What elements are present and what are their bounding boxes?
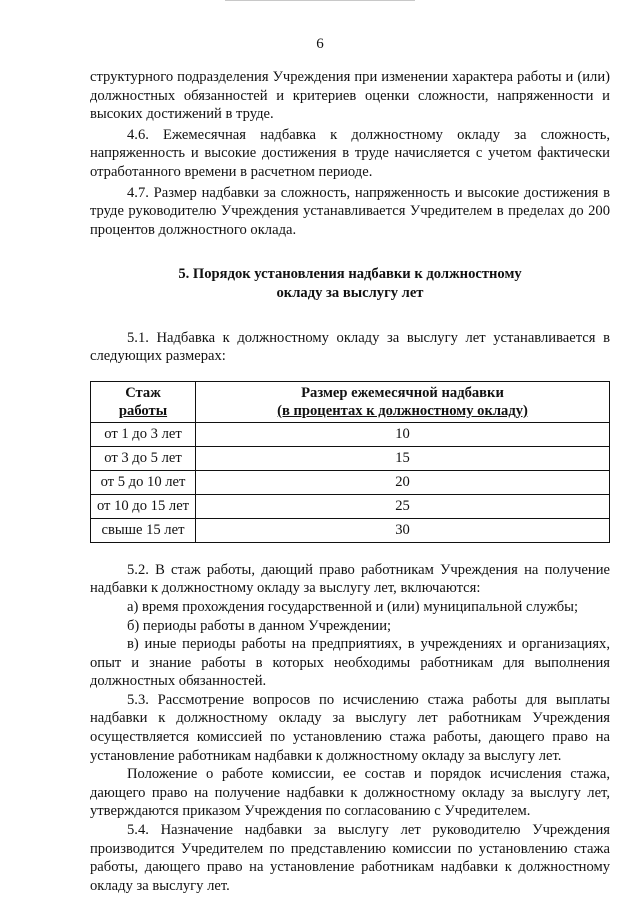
list-item-b: б) периоды работы в данном Учреждении; bbox=[127, 617, 392, 634]
paragraph-4-6: 4.6. Ежемесячная надбавка к должностному окладу за сложность, напряженность и высокие достижения в труде начисляется с учетом фактически отработанного времени в расчетном периоде. bbox=[90, 126, 610, 180]
table-cell-percent: 15 bbox=[196, 446, 610, 470]
intro-paragraph: структурного подразделения Учреждения при изменении характера работы и (или) должностных обязанностей и критериев оценки сложности, напряженности и высоких достижений в труде. bbox=[90, 69, 610, 123]
table-cell-period: от 10 до 15 лет bbox=[91, 494, 196, 518]
table-row bbox=[91, 494, 610, 518]
table-cell-percent: 30 bbox=[196, 518, 610, 542]
paragraph-5-4: 5.4. Назначение надбавки за выслугу лет руководителю Учреждения производится Учредителем по представлению комиссии по установлению стажа работы, дающего право на установление работникам надбавки к должностному окладу за выслугу лет. bbox=[90, 822, 610, 894]
table-header-row bbox=[91, 381, 610, 422]
section-heading-line2: окладу за выслугу лет bbox=[276, 284, 424, 301]
paragraph-5-3: 5.3. Рассмотрение вопросов по исчислению стажа работы для выплаты надбавки к должностному окладу за выслугу лет работникам Учреждения осуществляется комиссией по установлению стажа работы, дающего право на установление работникам надбавки к должностному окладу за выслугу лет. bbox=[90, 691, 610, 764]
top-rule bbox=[225, 0, 415, 1]
document-body bbox=[90, 68, 610, 895]
table-row bbox=[91, 446, 610, 470]
paragraph-4-7: 4.7. Размер надбавки за сложность, напряженность и высокие достижения в труде руководителю Учреждения устанавливается Учредителем в пределах до 200 процентов должностного оклада. bbox=[90, 184, 610, 238]
table-cell-period: от 5 до 10 лет bbox=[91, 470, 196, 494]
table-cell-period: свыше 15 лет bbox=[91, 518, 196, 542]
list-item-a: а) время прохождения государственной и (или) муниципальной службы; bbox=[127, 598, 579, 615]
table-cell-percent: 25 bbox=[196, 494, 610, 518]
paragraph-5-1: 5.1. Надбавка к должностному окладу за выслугу лет устанавливается в следующих размерах: bbox=[90, 329, 610, 365]
table-row bbox=[91, 470, 610, 494]
table-row bbox=[91, 422, 610, 446]
paragraph-5-2: 5.2. В стаж работы, дающий право работникам Учреждения на получение надбавки к должностному окладу за выслугу лет, включаются: bbox=[90, 561, 610, 597]
table-cell-period: от 1 до 3 лет bbox=[91, 422, 196, 446]
allowance-table bbox=[90, 381, 610, 543]
table-header-percent: Размер ежемесячной надбавки (в процентах к должностному окладу) bbox=[196, 381, 610, 422]
paragraph-commission: Положение о работе комиссии, ее состав и порядок исчисления стажа, дающего право на получение надбавки к должностному окладу за выслугу лет, утверждаются приказом Учреждения по согласованию с Учредителем. bbox=[90, 766, 610, 820]
table-header-experience: Стаж работы bbox=[91, 381, 196, 422]
table-row bbox=[91, 518, 610, 542]
page-number: 6 bbox=[316, 36, 324, 52]
table-cell-period: от 3 до 5 лет bbox=[91, 446, 196, 470]
table-cell-percent: 10 bbox=[196, 422, 610, 446]
list-item-c: в) иные периоды работы на предприятиях, в учреждениях и организациях, опыт и знание работы в которых необходимы работникам для выполнения должностных обязанностей. bbox=[90, 636, 610, 690]
table-cell-percent: 20 bbox=[196, 470, 610, 494]
section-heading-line1: 5. Порядок установления надбавки к должностному bbox=[178, 266, 522, 283]
section-heading bbox=[90, 265, 610, 302]
